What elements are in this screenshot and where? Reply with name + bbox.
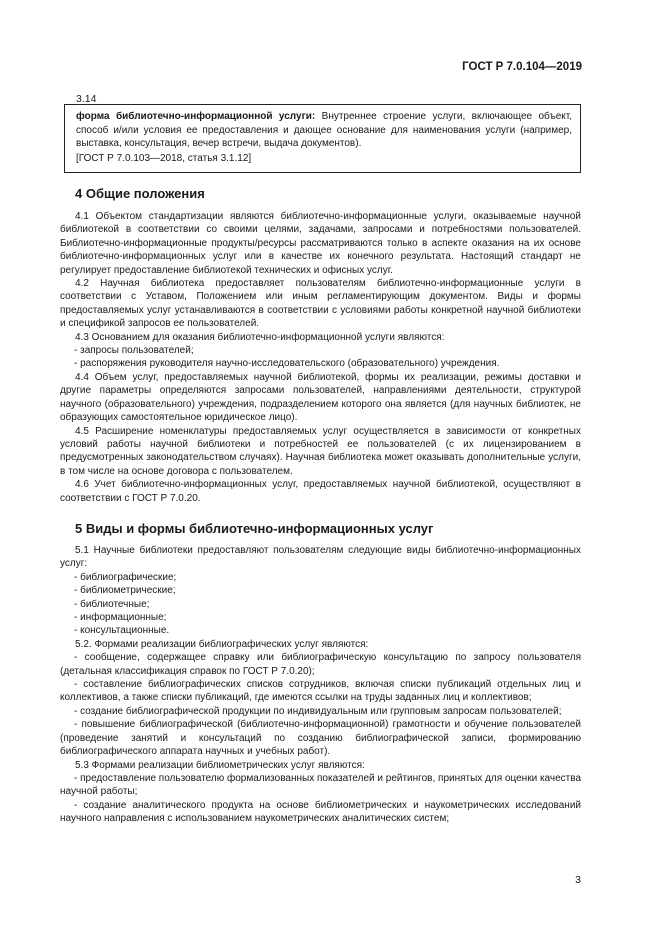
paragraph-4-6: 4.6 Учет библиотечно-информационных услуг, предоставляемых научной библиотекой, осуществляют в соответствии с ГОСТ Р 7.0.20. (60, 479, 581, 504)
list-item: - составление библиографических списков сотрудников, включая списки публикаций отдельных лиц и коллективов, а также списки публикаций, где имеются ссылки на труды заданных лиц и коллективов; (60, 679, 581, 704)
section-4-heading: 4 Общие положения (75, 186, 205, 201)
list-item: - распоряжения руководителя научно-исследовательского (образовательного) учреждения. (74, 358, 500, 370)
paragraph-5-3: 5.3 Формами реализации библиометрических услуг являются: (75, 759, 365, 771)
list-item: - библиометрические; (74, 585, 176, 597)
list-item: - создание аналитического продукта на основе библиометрических и наукометрических исследований научного направления с использованием наукометрических аналитических систем; (60, 799, 581, 825)
list-item: - повышение библиографической (библиотечно-информационной) грамотности и обучение пользователей (проведение занятий и консультаций по созданию библиографической записи, формированию библиографического аппарата научных и учебных работ). (60, 719, 581, 758)
term-name: форма библиотечно-информационной услуги: (76, 111, 316, 122)
list-item: - запросы пользователей; (74, 345, 194, 357)
paragraph-5-1: 5.1 Научные библиотеки предоставляют пользователям следующие виды библиотечно-информационных услуг: (60, 545, 581, 570)
paragraph-4-4: 4.4 Объем услуг, предоставляемых научной библиотекой, формы их реализации, режимы доставки и другие параметры определяются запросами пользователей, направлениями деятельности, структурой научного (образовательного) учреждения, подразделением которого она является (для научных библиотек, не образующих самостоятельное юридическое лицо). (60, 371, 581, 424)
term-source-reference: [ГОСТ Р 7.0.103—2018, статья 3.1.12] (76, 152, 252, 164)
list-item: - предоставление пользователю формализованных показателей и рейтингов, принятых для оценки качества научной работы; (60, 772, 581, 798)
paragraph-4-5: 4.5 Расширение номенклатуры предоставляемых услуг осуществляется в зависимости от конкретных условий работы научной библиотеки и потребностей ее пользователей (с их лицензированием в предусмотренных законодательством случаях). Научная библиотека может оказывать дополнительные услуги, в том числе на основе договора с пользователем. (60, 425, 581, 477)
list-item: - информационные; (74, 612, 167, 624)
section-4-body (60, 210, 581, 505)
page-number: 3 (575, 874, 581, 886)
term-number: 3.14 (76, 93, 97, 105)
document-code-header: ГОСТ Р 7.0.104—2019 (462, 61, 582, 73)
list-item: - создание библиографической продукции по индивидуальным или групповым запросам пользователей; (74, 705, 562, 717)
section-5-body (60, 544, 581, 826)
paragraph-4-3: 4.3 Основанием для оказания библиотечно-информационной услуги являются: (75, 331, 445, 343)
section-5-heading: 5 Виды и формы библиотечно-информационных услуг (75, 521, 434, 536)
term-definition-text: Внутреннее строение услуги, включающее объект, способ и/или условия ее предоставления и дающее основание для наименования услуги (например, выставка, консультация, вечер встречи, выдача документов). (76, 111, 572, 149)
term-definition-box (64, 104, 581, 173)
list-item: - сообщение, содержащее справку или библиографическую консультацию по запросу пользователя (детальная классификация справок по ГОСТ Р 7.0.20); (60, 652, 581, 677)
list-item: - библиографические; (74, 571, 177, 583)
paragraph-5-2: 5.2. Формами реализации библиографических услуг являются: (75, 638, 369, 650)
list-item: - библиотечные; (74, 598, 150, 610)
term-definition (76, 110, 572, 151)
paragraph-4-2: 4.2 Научная библиотека предоставляет пользователям библиотечно-информационные услуги в соответствии с Уставом, Положением или иным регламентирующим документом. Виды и формы предоставляемых услуг устанавливаются в соответствии с условиями работы конкретной научной библиотеки и спецификой запросов ее пользователей. (60, 278, 581, 330)
list-item: - консультационные. (74, 625, 170, 637)
paragraph-4-1: 4.1 Объектом стандартизации являются библиотечно-информационные услуги, оказываемые научной библиотекой в соответствии со своими целями, задачами, запросами и потребностями пользователей. Библиотечно-информационные продукты/ресурсы рассматриваются только в аспекте оказания на их основе библиотечно-информационных услуг или в качестве их конечного результата. Настоящий стандарт не регулирует предоставление библиотекой технических и офисных услуг. (60, 211, 581, 276)
